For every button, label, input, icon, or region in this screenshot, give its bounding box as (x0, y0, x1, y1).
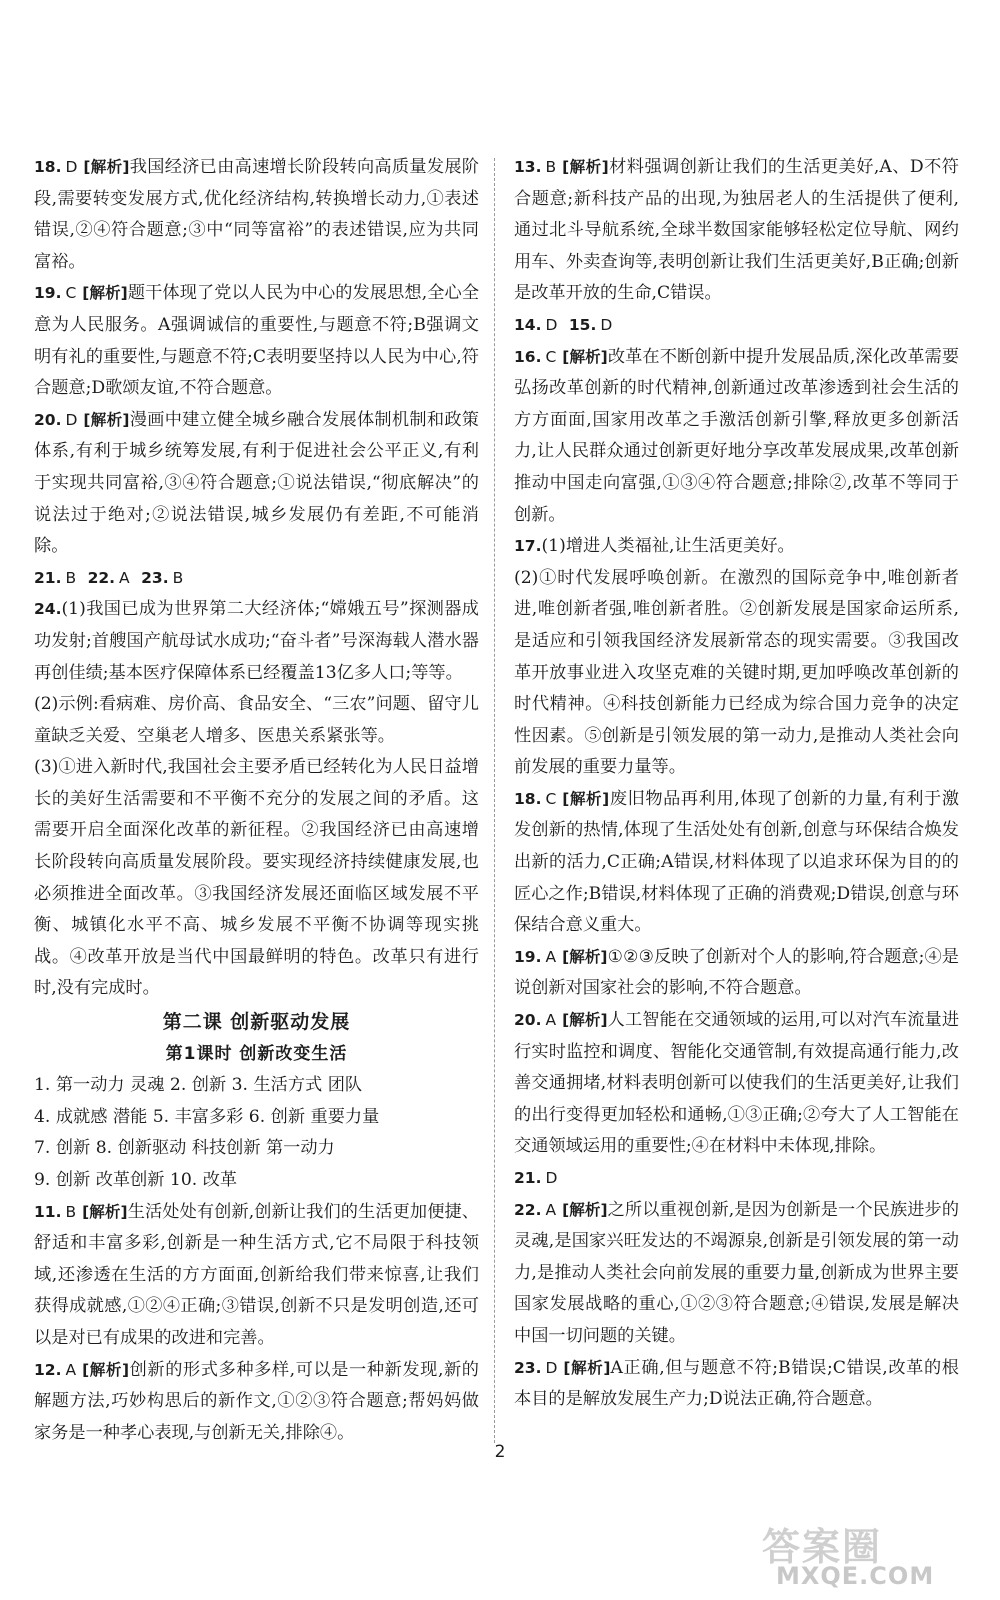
analysis-text: 生活处处有创新,创新让我们的生活更加便捷、舒适和丰富多彩,创新是一种生活方式,它不局限于科技领域,还渗透在生活的方方面面,创新给我们带来惊喜,让我们获得成就感,①②④正确;③错误,创新不只是发明创造,还可以是对已有成果的改进和完善。 (34, 1201, 479, 1348)
answer-letter: B (65, 1202, 77, 1221)
watermark-logo (762, 1516, 982, 1594)
item-number: 23. (514, 1358, 542, 1377)
analysis-tag: [解析] (83, 158, 130, 176)
answer-letter: C (545, 347, 557, 366)
item-number: 18. (34, 158, 62, 176)
answer-part-1: (1)增进人类福祉,让生活更美好。 (541, 536, 795, 557)
item-number: 16. (514, 347, 542, 366)
answer-line-14-15 (514, 310, 959, 342)
answer-letter: A (119, 568, 130, 587)
fill-answers-line: 1. 第一动力 灵魂 2. 创新 3. 生活方式 团队 (34, 1075, 363, 1096)
analysis-text: 我国经济已由高速增长阶段转向高质量发展阶段,需要转变发展方式,优化经济结构,转换增长动力,①表述错误,②④符合题意;③中“同等富裕”的表述错误,应为共同富裕。 (34, 157, 479, 272)
analysis-text: 人工智能在交通领域的运用,可以对汽车流量进行实时监控和调度、智能化交通管制,有效提高通行能力,改善交通拥堵,材料表明创新可以使我们的生活更美好,让我们的出行变得更加轻松和通畅,①③正确;②夸大了人工智能在交通领域运用的重要性;④在材料中未体现,排除。 (514, 1010, 960, 1157)
answer-letter: A (65, 1360, 77, 1379)
watermark-text: 答案圈 (762, 1525, 883, 1569)
item-number: 22. (87, 568, 116, 587)
answer-letter: D (65, 410, 78, 429)
lesson-title: 第1课时 创新改变生活 (165, 1043, 348, 1064)
item-number: 21. (514, 1169, 542, 1187)
fill-answers-line: 7. 创新 8. 创新驱动 科技创新 第一动力 (34, 1138, 335, 1159)
item-number: 21. (34, 568, 62, 587)
item-number: 24. (34, 600, 62, 619)
analysis-text: 漫画中建立健全城乡融合发展体制机制和政策体系,有利于城乡统筹发展,有利于促进社会公平正义,有利于实现共同富裕,③④符合题意;①说法错误,“彻底解决”的说法过于绝对;②说法错误,城乡发展仍有差距,不可能消除。 (34, 409, 479, 557)
analysis-tag: [解析] (562, 947, 608, 966)
answer-item-24 (34, 594, 479, 689)
answer-item-23r (514, 1353, 959, 1416)
answer-item-12 (34, 1355, 479, 1450)
item-number: 15. (568, 315, 597, 334)
item-number: 19. (34, 284, 62, 303)
answer-part-1: (1)我国已成为世界第二大经济体;“嫦娥五号”探测器成功发射;首艘国产航母试水成功;“奋斗者”号深海载人潜水器再创佳绩;基本医疗保障体系已经覆盖13亿多人口;等等。 (34, 599, 479, 683)
item-number: 22. (514, 1200, 542, 1219)
answer-letter: D (545, 1358, 558, 1377)
answer-letter: D (600, 315, 613, 334)
answer-letter: D (545, 1169, 558, 1187)
answer-letter: D (545, 315, 558, 334)
item-number: 23. (141, 568, 169, 587)
item-number: 19. (514, 947, 542, 966)
fill-answers-line: 4. 成就感 潜能 5. 丰富多彩 6. 创新 重要力量 (34, 1106, 380, 1127)
item-number: 14. (514, 315, 542, 334)
item-number: 20. (514, 1011, 542, 1030)
analysis-tag: [解析] (562, 347, 608, 366)
section-title: 第二课 创新驱动发展 (162, 1011, 351, 1034)
answer-item-17 (514, 531, 959, 563)
analysis-text: 创新的形式多种多样,可以是一种新发现,新的解题方法,巧妙构思后的新作文,①②③符合题意;帮妈妈做家务是一种孝心表现,与创新无关,排除④。 (34, 1359, 479, 1443)
item-number: 13. (514, 158, 542, 176)
analysis-tag: [解析] (562, 789, 610, 808)
item-number: 18. (514, 789, 542, 808)
answer-item-11 (34, 1197, 479, 1355)
analysis-tag: [解析] (82, 1202, 128, 1221)
answer-part-2: (2)①时代发展呼唤创新。在激烈的国际竞争中,唯创新者进,唯创新者强,唯创新者胜。②创新发展是国家命运所系,是适应和引领我国经济发展新常态的现实需要。③我国改革开放事业进入攻坚克难的关键时期,更加呼唤改革创新的时代精神。④科技创新能力已经成为综合国力竞争的决定性因素。⑤创新是引领发展的第一动力,是推动人类社会向前发展的重要力量等。 (514, 567, 959, 778)
answer-letter: B (172, 568, 184, 587)
analysis-tag: [解析] (562, 1011, 608, 1030)
column-divider (494, 158, 495, 1443)
answer-item-20r (514, 1005, 959, 1163)
analysis-tag: [解析] (82, 284, 128, 303)
analysis-text: 改革在不断创新中提升发展品质,深化改革需要弘扬改革创新的时代精神,创新通过改革渗透到社会生活的方方面面,国家用改革之手激活创新引擎,释放更多创新活力,让人民群众通过创新更好地分享改革发展成果,改革创新推动中国走向富强,①③④符合题意;排除②,改革不等同于创新。 (514, 346, 960, 525)
answer-part-2: (2)示例:看病难、房价高、食品安全、“三农”问题、留守儿童缺乏关爱、空巢老人增多、医患关系紧张等。 (34, 694, 479, 746)
answer-letter: A (545, 1200, 557, 1219)
answer-letter: C (65, 284, 77, 303)
analysis-text: 题干体现了党以人民为中心的发展思想,全心全意为人民服务。A强调诚信的重要性,与题意不符;B强调文明有礼的重要性,与题意不符;C表明要坚持以人民为中心,符合题意;D歌颂友谊,不符合题意。 (34, 283, 480, 399)
answer-item-18 (34, 152, 479, 278)
answer-part-3: (3)①进入新时代,我国社会主要矛盾已经转化为人民日益增长的美好生活需要和不平衡不充分的发展之间的矛盾。这需要开启全面深化改革的新征程。②我国经济已由高速增长阶段转向高质量发展阶段。要实现经济持续健康发展,也必须推进全面改革。③我国经济发展还面临区域发展不平衡、城镇化水平不高、城乡发展不平衡不协调等现实挑战。④改革开放是当代中国最鲜明的特色。改革只有进行时,没有完成时。 (34, 757, 479, 999)
analysis-tag: [解析] (82, 1360, 130, 1379)
answer-letter: D (65, 158, 78, 176)
analysis-text: 材料强调创新让我们的生活更美好,A、D不符合题意;新科技产品的出现,为独居老人的生活提供了便利,通过北斗导航系统,全球半数国家能够轻松定位导航、网约用车、外卖查询等,表明创新让我们生活更美好,B正确;创新是改革开放的生命,C错误。 (514, 157, 959, 304)
answer-line-21-23 (34, 563, 479, 595)
analysis-text: 之所以重视创新,是因为创新是一个民族进步的灵魂,是国家兴旺发达的不竭源泉,创新是引领发展的第一动力,是推动人类社会向前发展的重要力量,创新成为世界主要国家发展战略的重心,①②③符合题意;④错误,发展是解决中国一切问题的关键。 (514, 1199, 960, 1346)
answer-item-19r (514, 942, 959, 1005)
analysis-tag: [解析] (83, 410, 130, 429)
item-number: 11. (34, 1202, 62, 1221)
page-number: 2 (494, 1442, 506, 1462)
analysis-text: ①②③反映了创新对个人的影响,符合题意;④是说创新对国家社会的影响,不符合题意。 (514, 946, 959, 999)
left-column (34, 152, 479, 1449)
answer-letter: B (65, 568, 77, 587)
analysis-tag: [解析] (563, 1358, 611, 1377)
answer-item-22r (514, 1195, 959, 1353)
answer-letter: A (545, 947, 557, 966)
item-number: 20. (34, 410, 62, 429)
answer-item-20 (34, 405, 479, 563)
item-number: 17. (514, 537, 542, 556)
answer-line-21r (514, 1163, 959, 1195)
item-number: 12. (34, 1360, 62, 1379)
answer-item-18r (514, 784, 959, 942)
right-column (514, 152, 959, 1416)
analysis-text: 废旧物品再利用,体现了创新的力量,有利于激发创新的热情,体现了生活处处有创新,创意与环保结合焕发出新的活力,C正确;A错误,材料体现了以追求环保为目的的匠心之作;B错误,材料体现了正确的消费观;D错误,创意与环保结合意义重大。 (514, 788, 960, 936)
answer-item-19 (34, 278, 479, 404)
analysis-tag: [解析] (562, 1200, 608, 1219)
fill-answers-line: 9. 创新 改革创新 10. 改革 (34, 1170, 238, 1190)
answer-item-16 (514, 342, 959, 532)
answer-item-13 (514, 152, 959, 310)
answer-letter: C (545, 789, 557, 808)
analysis-text: A正确,但与题意不符;B错误;C错误,改革的根本目的是解放发展生产力;D说法正确,符合题意。 (514, 1357, 959, 1410)
watermark-url: MXQE.COM (776, 1562, 935, 1590)
analysis-tag: [解析] (562, 158, 609, 176)
answer-letter: A (545, 1011, 557, 1030)
answer-letter: B (545, 158, 557, 176)
